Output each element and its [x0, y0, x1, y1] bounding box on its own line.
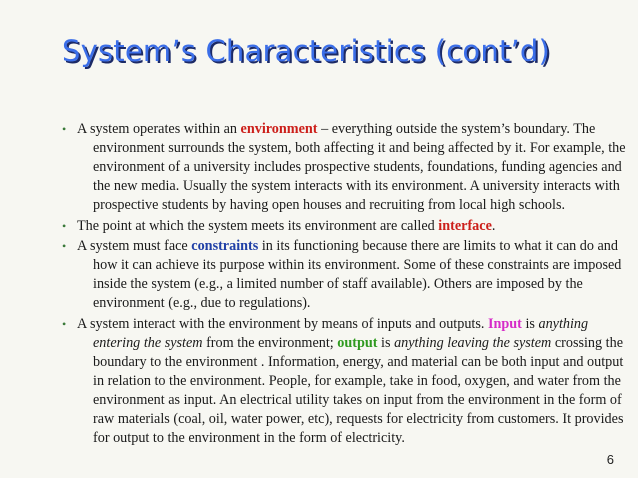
bullet-input-output [62, 315, 634, 447]
bullet-text: in its functioning because there are limits to what it can do and how it can achieve its purpose within its environment. Some of these constraints are imposed inside the system (e.g., a limited number of staff available). Others are imposed by the environment (e.g., due to regulations). [93, 238, 622, 312]
bullet-text: is [377, 334, 395, 351]
bullet-icon: • [62, 218, 67, 233]
bullet-text: A system operates within an [77, 121, 241, 137]
keyword-input: Input [487, 316, 522, 333]
keyword-constraints: constraints [191, 238, 259, 255]
bullet-text: from the environment; [202, 334, 338, 351]
bullet-text: The point at which the system meets its environment are called [77, 217, 439, 234]
keyword-output: output [337, 334, 378, 351]
keyword-environment: environment [240, 121, 318, 137]
bullet-list [62, 120, 634, 447]
bullet-icon: • [62, 317, 67, 332]
slide-title: System’s Characteristics (cont’d) [62, 34, 551, 68]
bullet-interface [62, 217, 634, 236]
bullet-icon: • [62, 122, 67, 136]
keyword-interface: interface [438, 217, 492, 234]
page-number: 6 [606, 452, 614, 467]
bullet-text: A system must face [77, 238, 192, 255]
bullet-text: – everything outside the system’s boundary. The environment surrounds the system, both affecting it and being affected by it. For example, the environment of a university includes prospective students, foundations, funding agencies and the new media. Usually the system interacts with its environment. A university interacts with prospective students by having open houses and recruiting from local high schools. [93, 121, 626, 213]
bullet-text: . [491, 217, 496, 234]
bullet-constraints [62, 237, 634, 313]
bullet-text: is [521, 316, 539, 333]
bullet-environment [62, 120, 634, 215]
bullet-text: A system interact with the environment by means of inputs and outputs. [77, 316, 488, 333]
italic-phrase: anything entering the system [93, 316, 589, 351]
italic-phrase: anything leaving the system [394, 334, 552, 351]
bullet-icon: • [62, 239, 67, 254]
bullet-text: crossing the boundary to the environment . Information, energy, and material can be both input and output in relation to the environment. People, for example, take in food, oxygen, and water from the environment as input. An electrical utility takes on input from the environment in the form of raw materials (coal, oil, water power, etc), requests for electricity from customers. It provides for output to the environment in the form of electricity. [93, 334, 624, 446]
